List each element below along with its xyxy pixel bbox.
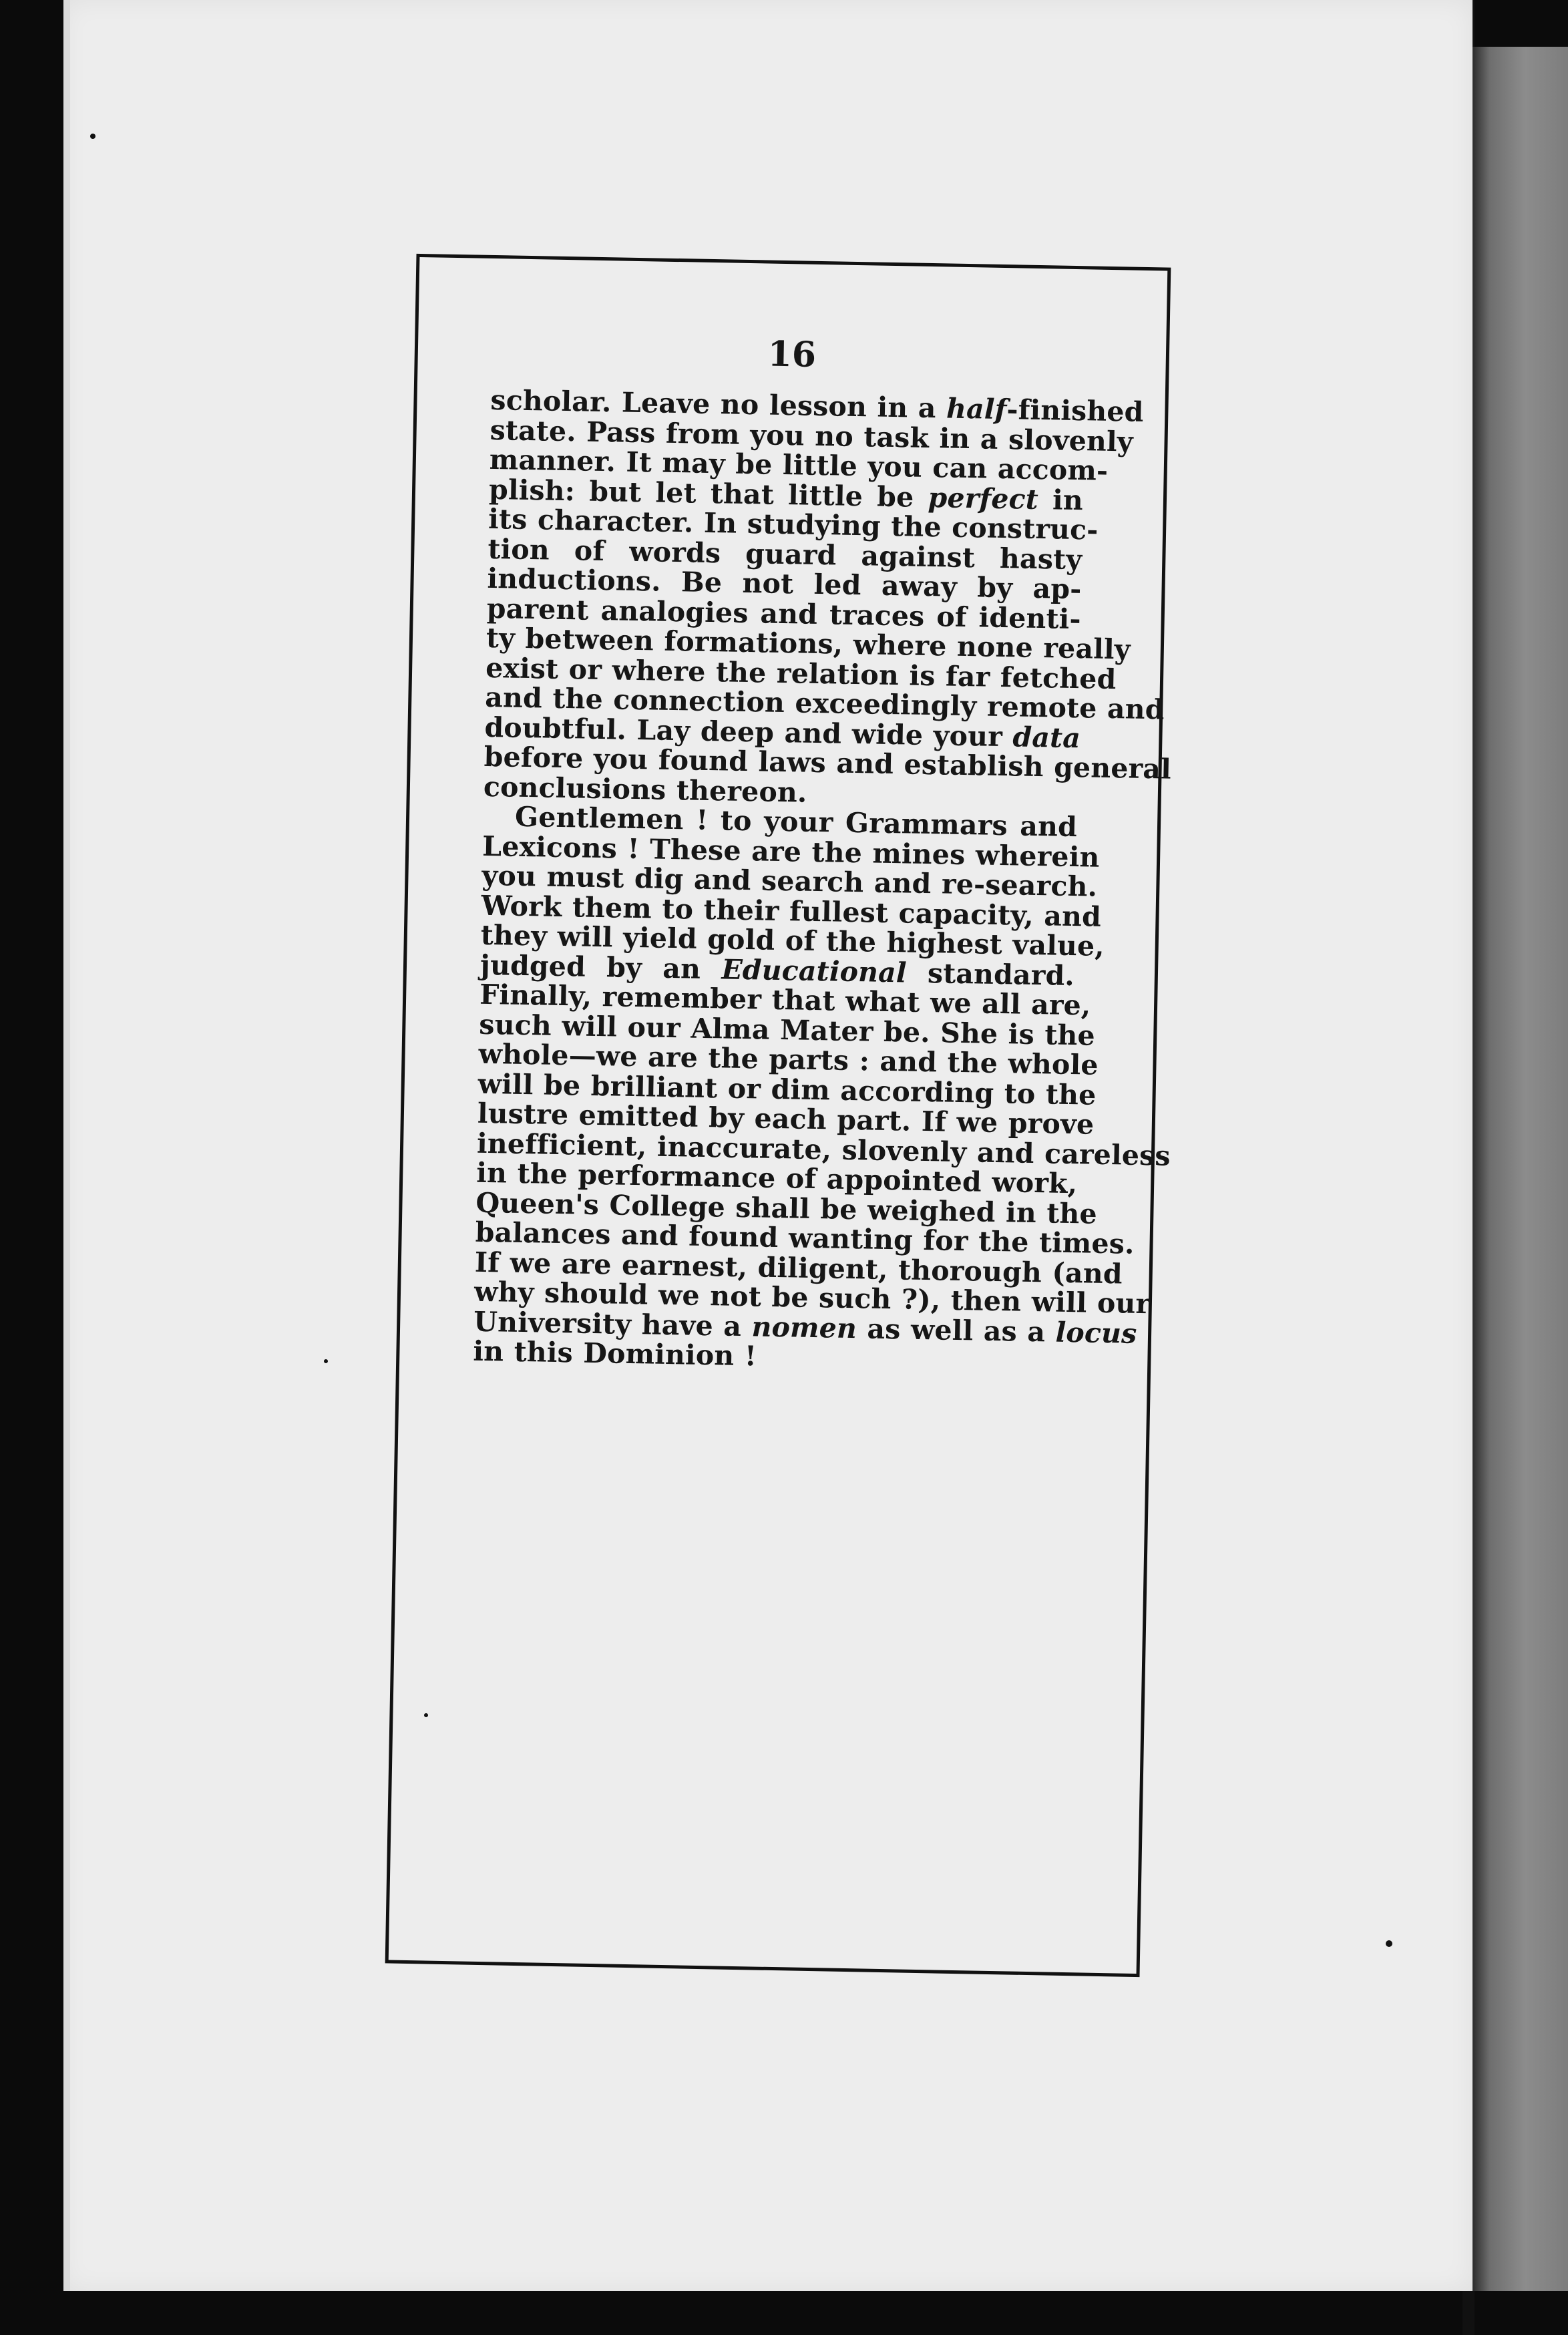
text-line: you must dig and search and re-search.	[481, 859, 1098, 903]
text-line: lustre emitted by each part. If we prove	[477, 1097, 1095, 1141]
text-line: judged by an Educational standard.	[479, 948, 1075, 992]
text-line: exist or where the relation is far fetched	[485, 651, 1117, 695]
text-line: they will yield gold of the highest value,	[480, 918, 1105, 962]
text-line: balances and found wanting for the times.	[475, 1216, 1135, 1260]
text-line: Work them to their fullest capacity, and	[481, 889, 1102, 933]
text-line: Lexicons ! These are the mines wherein	[481, 830, 1100, 874]
text-line: its character. In studying the construc-	[487, 502, 1099, 546]
text-line: before you found laws and establish general	[483, 740, 1172, 785]
dust-speck	[1386, 1940, 1392, 1947]
text-line: doubtful. Lay deep and wide your data	[484, 711, 1081, 754]
text-line: Queen's College shall be weighed in the	[475, 1186, 1098, 1230]
text-line: in the performance of appointed work,	[475, 1156, 1078, 1200]
text-line: Finally, remember that what we all are,	[479, 978, 1091, 1022]
dust-speck	[90, 134, 95, 139]
text-line: why should we not be such ?), then will our	[473, 1275, 1151, 1320]
text-line: in this Dominion !	[473, 1334, 757, 1373]
text-line: University have a nomen as well as a locus	[473, 1305, 1137, 1350]
text-line: ty between formations, where none really	[485, 621, 1131, 666]
text-line: plish: but let that little be perfect in	[488, 473, 1084, 516]
text-line: If we are earnest, diligent, thorough (and	[474, 1246, 1123, 1290]
text-line: conclusions thereon.	[483, 770, 807, 809]
text-line: inductions. Be not led away by ap-	[487, 562, 1082, 606]
adjacent-page-edge	[1473, 47, 1568, 2291]
text-frame	[385, 254, 1171, 1977]
text-line: scholar. Leave no lesson in a half-finished	[490, 383, 1144, 428]
text-line: parent analogies and traces of identi-	[486, 592, 1082, 635]
text-line: such will our Alma Mater be. She is the	[478, 1008, 1096, 1052]
text-line: state. Pass from you no task in a slovenly	[489, 413, 1134, 458]
page-left-edge	[63, 0, 70, 2291]
text-line: manner. It may be little you can accom-	[489, 443, 1109, 487]
text-line: inefficient, inaccurate, slovenly and careless	[476, 1127, 1171, 1172]
text-line: whole—we are the parts : and the whole	[478, 1037, 1099, 1081]
text-line: and the connection exceedingly remote and	[484, 681, 1165, 726]
page-number: 16	[767, 333, 817, 375]
text-line: tion of words guard against hasty	[487, 532, 1083, 576]
text-line: Gentlemen ! to your Grammars and	[514, 800, 1078, 844]
text-line: will be brilliant or dim according to the	[477, 1067, 1097, 1111]
body-text	[473, 383, 1172, 1377]
dust-speck	[324, 1359, 328, 1363]
